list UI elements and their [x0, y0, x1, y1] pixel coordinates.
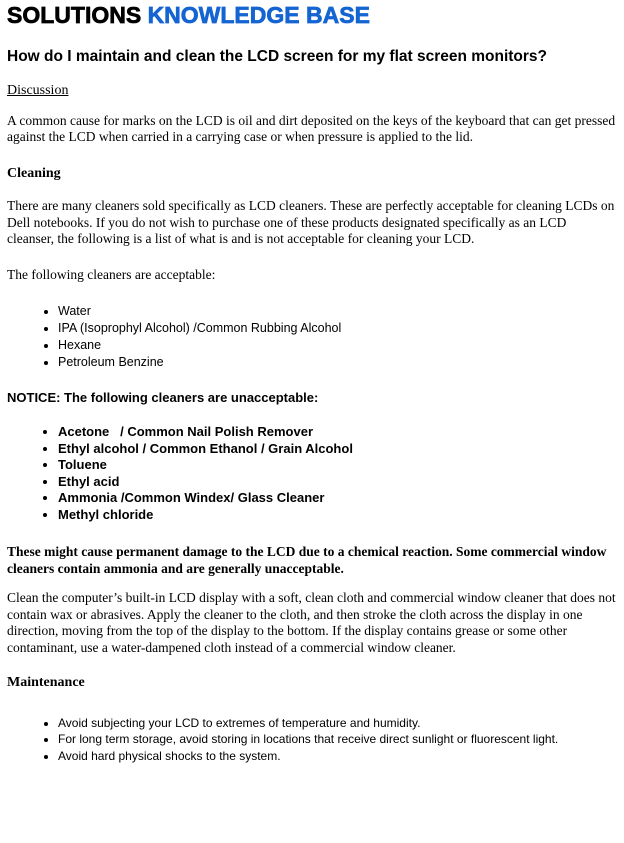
logo-solutions-text: SOLUTIONS [7, 2, 142, 28]
logo-knowledge-base-text: KNOWLEDGE BASE [147, 2, 370, 28]
cleaning-intro-paragraph: There are many cleaners sold specifically as LCD cleaners. These are perfectly acceptable for cleaning LCDs on Dell notebooks. If you do not wish to purchase one of these products designated specifically as an LCD cleanser, the following is a list of what is and is not acceptable for cleaning your LCD. [7, 198, 615, 246]
list-item: • Methyl chloride [58, 507, 616, 524]
chemical-warning-paragraph: These might cause permanent damage to the LCD due to a chemical reaction. Some commercial window cleaners contain ammonia and are generally unacceptable. [7, 544, 607, 576]
list-item: • Ethyl acid [58, 474, 616, 491]
page-title: How do I maintain and clean the LCD screen for my flat screen monitors? [7, 48, 548, 65]
list-item: • Hexane [58, 337, 616, 354]
list-item: • Ammonia /Common Windex/ Glass Cleaner [58, 490, 616, 507]
list-item: • Avoid hard physical shocks to the system. [58, 748, 616, 765]
acceptable-cleaners-list [7, 303, 616, 371]
list-item: • Acetone / Common Nail Polish Remover [58, 424, 616, 441]
list-item: • Avoid subjecting your LCD to extremes of temperature and humidity. [58, 715, 616, 732]
unacceptable-cleaners-list [7, 424, 616, 523]
list-item: • IPA (Isoprophyl Alcohol) /Common Rubbing Alcohol [58, 320, 616, 337]
list-item: • Toluene [58, 457, 616, 474]
notice-heading: NOTICE: The following cleaners are unacceptable: [7, 390, 319, 405]
cleaning-instructions-paragraph: Clean the computer’s built-in LCD display with a soft, clean cloth and commercial window cleaner that does not contain wax or abrasives. Apply the cleaner to the cloth, and then stroke the cloth across the display in one direction, moving from the top of the display to the bottom. If the display contains grease or some other contaminant, use a water-dampened cloth instead of a commercial window cleaner. [7, 590, 616, 655]
kb-logo [7, 3, 616, 27]
acceptable-cleaners-intro: The following cleaners are acceptable: [7, 266, 216, 282]
list-item: • Petroleum Benzine [58, 354, 616, 371]
list-item: • For long term storage, avoid storing in locations that receive direct sunlight or fluorescent light. [58, 731, 616, 748]
section-heading-cleaning: Cleaning [7, 165, 61, 181]
section-heading-discussion: Discussion [7, 83, 69, 98]
section-heading-maintenance: Maintenance [7, 675, 85, 690]
list-item: • Water [58, 303, 616, 320]
maintenance-tips-list [7, 715, 616, 765]
list-item: • Ethyl alcohol / Common Ethanol / Grain Alcohol [58, 441, 616, 458]
discussion-paragraph: A common cause for marks on the LCD is oil and dirt deposited on the keys of the keyboard that can get pressed against the LCD when carried in a carrying case or when pressure is applied to the lid. [7, 112, 616, 144]
